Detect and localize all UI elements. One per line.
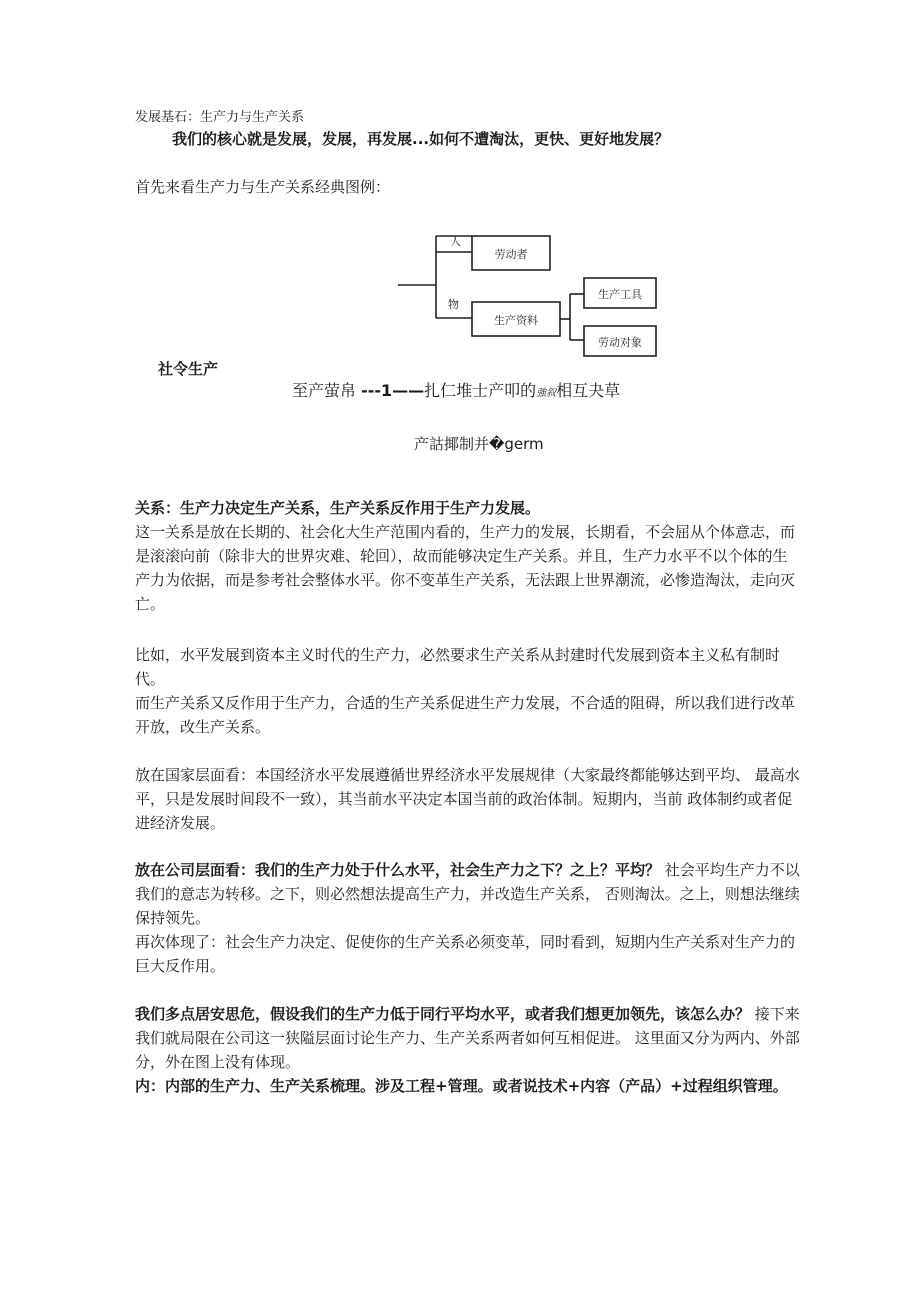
garbled-part-3: 扎仁堆士产叩的 xyxy=(424,381,537,400)
section-company xyxy=(135,858,800,978)
document-title: 发展基石：生产力与生产关系 xyxy=(135,110,305,125)
headline: 我们的核心就是发展，发展，再发展...如何不遭淘汰，更快、更好地发展？ xyxy=(172,130,670,148)
diagram-label-person: 人 xyxy=(450,235,461,248)
section-relationship-body: 这一关系是放在长期的、社会化大生产范围内看的，生产力的发展，长期看，不会屈从个体意志，而是滚滚向前（除非大的世界灾难、轮回），故而能够决定生产关系。并且，生产力水平不以个体的生产力为依据，而是参考社会整体水平。你不变革生产关系，无法跟上世界潮流，必惨造淘汰，走向灭亡。 xyxy=(135,523,796,613)
garbled-part-2: ---1—— xyxy=(361,381,425,400)
label-social-production: 社令生产 xyxy=(158,360,219,378)
section-relationship-heading: 关系：生产力决定生产关系，生产关系反作用于生产力发展。 xyxy=(135,499,541,517)
diagram-box-tools-label: 生产工具 xyxy=(598,288,642,301)
garbled-line-2: 产詁揶制并�germ xyxy=(414,435,544,453)
section-company-heading: 放在公司层面看：我们的生产力处于什么水平，社会生产力之下？之上？平均？ xyxy=(135,861,661,879)
diagram-box-object-label: 劳动对象 xyxy=(598,336,642,349)
garbled-part-1: 至产萤帛 xyxy=(292,381,362,400)
section-vigilance-heading: 我们多点居安思危，假设我们的生产力低于同行平均水平，或者我们想更加领先，该怎么办？ xyxy=(135,1005,751,1023)
section-company-body-2: 再次体现了：社会生产力决定、促使你的生产关系必须变革，同时看到，短期内生产关系对生产力的巨大反作用。 xyxy=(135,933,796,975)
garbled-part-5: 相互夬草 xyxy=(556,381,621,400)
section-example-body-2: 而生产关系又反作用于生产力，合适的生产关系促进生产力发展，不合适的阻碍，所以我们进行改革开放，改生产关系。 xyxy=(135,694,796,736)
garbled-line-1 xyxy=(292,378,620,401)
diagram-label-thing: 物 xyxy=(448,298,459,311)
section-vigilance-heading-2: 内：内部的生产力、生产关系梳理。涉及工程+管理。或者说技术+内容（产品）+过程组织管理。 xyxy=(135,1077,788,1095)
section-example-body-1: 比如，水平发展到资本主义时代的生产力，必然要求生产关系从封建时代发展到资本主义私有制时代。 xyxy=(135,646,781,688)
intro-text: 首先来看生产力与生产关系经典图例： xyxy=(135,178,391,196)
section-national-body: 放在国家层面看：本国经济水平发展遵循世界经济水平发展规律（大家最终都能够达到平均、 最高水平，只是发展时间段不一致），其当前水平决定本国当前的政治体制。短期内，当前 政体制约或者促进经济发展。 xyxy=(135,766,800,832)
section-relationship xyxy=(135,496,800,616)
diagram-box-worker-label: 劳动者 xyxy=(494,248,528,261)
section-vigilance xyxy=(135,1002,800,1098)
section-example xyxy=(135,643,800,739)
productivity-diagram xyxy=(392,222,672,367)
garbled-part-4: 強叙 xyxy=(536,388,557,399)
diagram-box-means-label: 生产资料 xyxy=(494,314,538,327)
section-national xyxy=(135,763,800,835)
section-company-body: 社会平均生产力不以我们的意志为转移。之下，则必然想法提高生产力，并改造生产关系， 否则淘汰。之上，则想法继续保持领先。 xyxy=(135,861,800,927)
section-vigilance-body: 接下来我们就局限在公司这一狭隘层面讨论生产力、生产关系两者如何互相促进。 这里面又分为两内、外部分，外在图上没有体现。 xyxy=(135,1005,800,1071)
